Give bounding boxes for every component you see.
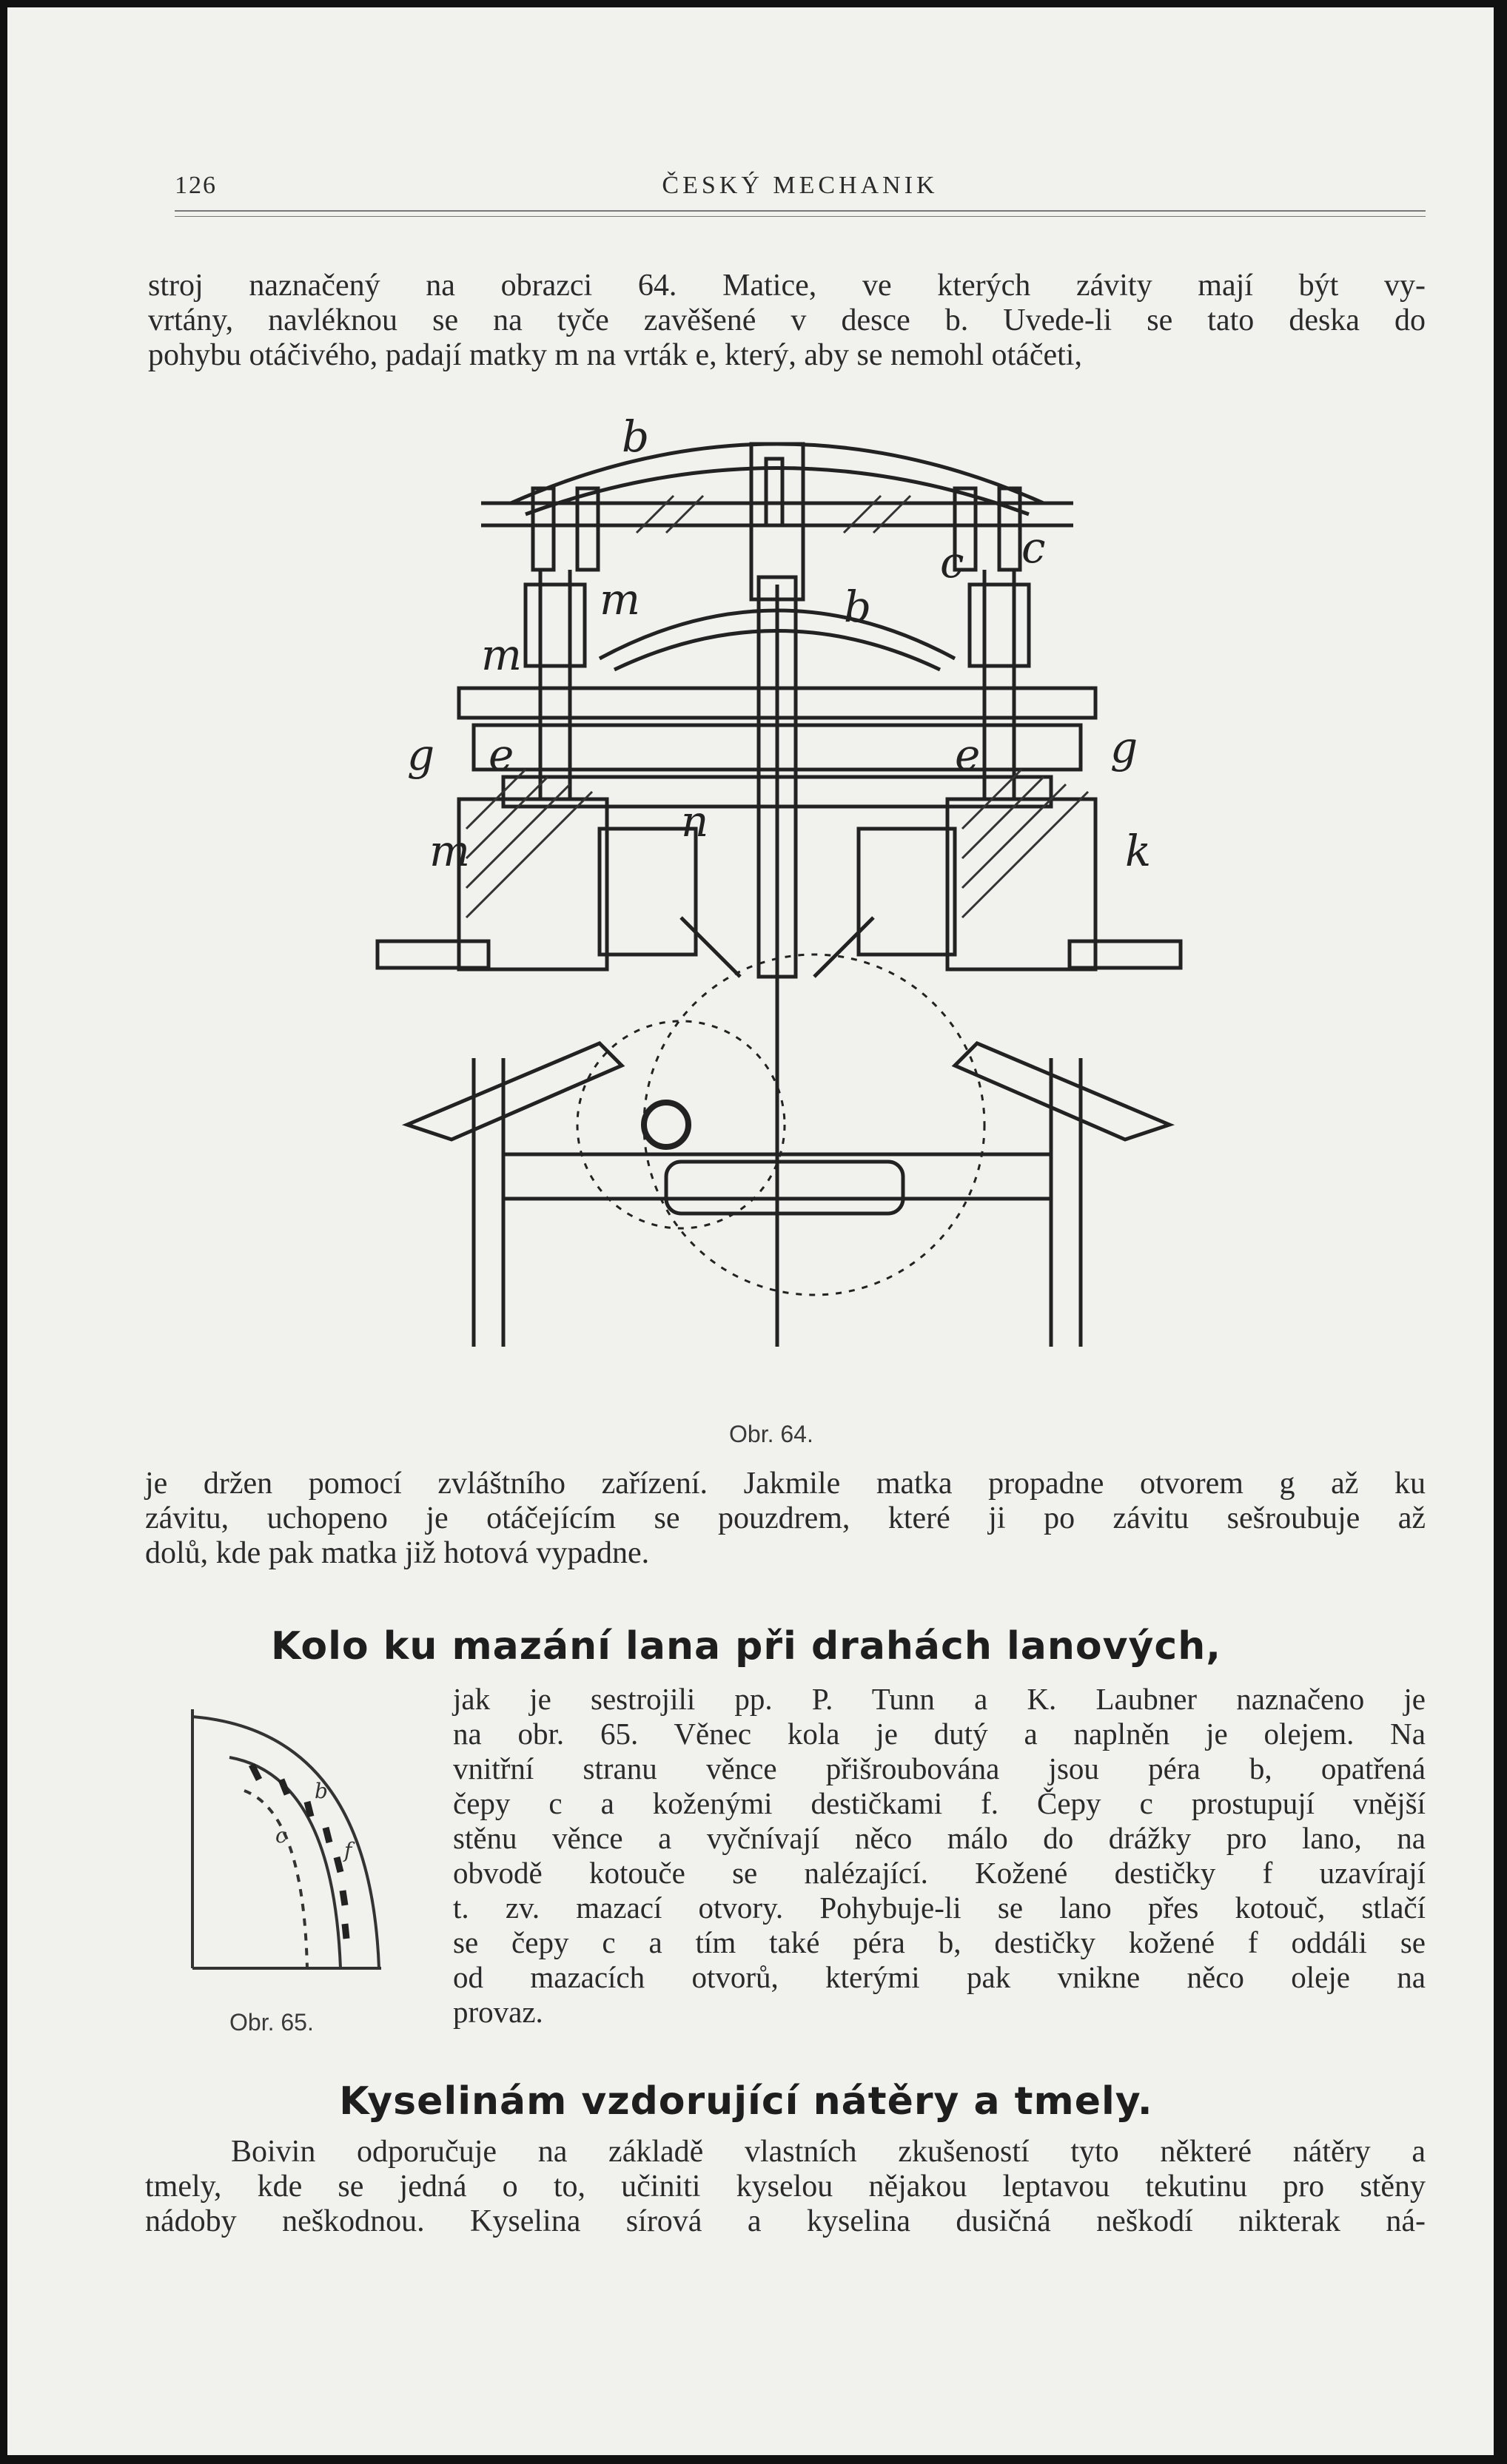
label-k: k — [1125, 826, 1152, 876]
text-line: vnitřní stranu věnce přišroubována jsou péra b, opatřená — [453, 1751, 1426, 1785]
figure-64-drawing — [355, 414, 1214, 1406]
figure-65-drawing — [185, 1702, 392, 1983]
text-line: stěnu věnce a vyčnívají něco málo do drážky pro lano, na — [453, 1821, 1426, 1855]
fig65-label-c: c — [275, 1823, 287, 1848]
running-header — [175, 172, 1426, 201]
label-b-mid: b — [844, 582, 872, 632]
text-line: tmely, kde se jedná o to, učiniti kyselou nějakou leptavou tekutinu pro stěny — [145, 2170, 1426, 2204]
text-line: nádoby neškodnou. Kyselina sírová a kyselina dusičná neškodí nikterak ná- — [145, 2204, 1426, 2238]
text-line: pohybu otáčivého, padají matky m na vrták e, který, aby se nemohl otáčeti, — [148, 338, 1082, 372]
label-g-left: g — [407, 730, 435, 780]
label-c-left: c — [940, 537, 964, 588]
text-line: provaz. — [453, 1995, 543, 2029]
figure-65-caption: Obr. 65. — [229, 2009, 314, 2036]
page-number: 126 — [175, 172, 217, 199]
text-line: t. zv. mazací otvory. Pohybuje-li se lano přes kotouč, stlačí — [453, 1891, 1426, 1925]
label-m-left: m — [481, 630, 522, 680]
journal-title: ČESKÝ MECHANIK — [662, 172, 939, 199]
section-heading-kyselinam: Kyselinám vzdorující nátěry a tmely. — [339, 2079, 1153, 2124]
fig65-label-f: f — [344, 1838, 352, 1862]
text-line: od mazacích otvorů, kterými pak vnikne něco oleje na — [453, 1960, 1426, 1994]
figure-64-caption: Obr. 64. — [729, 1421, 813, 1447]
section-1-paragraph — [453, 1682, 1426, 2030]
label-n: n — [681, 796, 709, 846]
label-c-right: c — [1021, 522, 1046, 573]
text-line: je držen pomocí zvláštního zařízení. Jakmile matka propadne otvorem g až ku — [145, 1467, 1426, 1501]
text-line: vrtány, navléknou se na tyče zavěšené v desce b. Uvede-li se tato deska do — [148, 303, 1426, 337]
text-line: závitu, uchopeno je otáčejícím se pouzdrem, které ji po závitu sešroubuje až — [145, 1501, 1426, 1535]
text-line: se čepy c a tím také péra b, destičky kožené f oddáli se — [453, 1925, 1426, 1959]
text-line: čepy c a koženými destičkami f. Čepy c prostupují vnější — [453, 1786, 1426, 1820]
text-line: jak je sestrojili pp. P. Tunn a K. Laubner naznačeno je — [453, 1682, 1426, 1716]
header-rule — [175, 210, 1426, 212]
label-m-lower: m — [429, 826, 470, 876]
section-heading-kolo: Kolo ku mazání lana při drahách lanových, — [270, 1624, 1222, 1669]
label-g-right: g — [1110, 722, 1138, 772]
label-m-upper: m — [600, 574, 640, 625]
intro-paragraph — [148, 269, 1426, 373]
text-line: dolů, kde pak matka již hotová vypadne. — [145, 1536, 650, 1570]
section-2-paragraph — [145, 2135, 1426, 2239]
fig65-label-b: b — [315, 1779, 328, 1803]
text-line: na obr. 65. Věnec kola je dutý a naplněn je olejem. Na — [453, 1717, 1426, 1751]
text-line: stroj naznačený na obrazci 64. Matice, ve kterých závity mají být vy- — [148, 269, 1426, 303]
text-line: obvodě kotouče se nalézající. Kožené destičky f uzavírají — [453, 1856, 1426, 1890]
continuation-paragraph — [145, 1467, 1426, 1571]
label-b-top: b — [622, 414, 650, 462]
text-line: Boivin odporučuje na základě vlastních zkušeností tyto některé nátěry a — [231, 2135, 1426, 2169]
label-e-left: e — [489, 730, 514, 780]
label-e-right: e — [955, 730, 981, 780]
header-rule-thin — [175, 216, 1426, 217]
